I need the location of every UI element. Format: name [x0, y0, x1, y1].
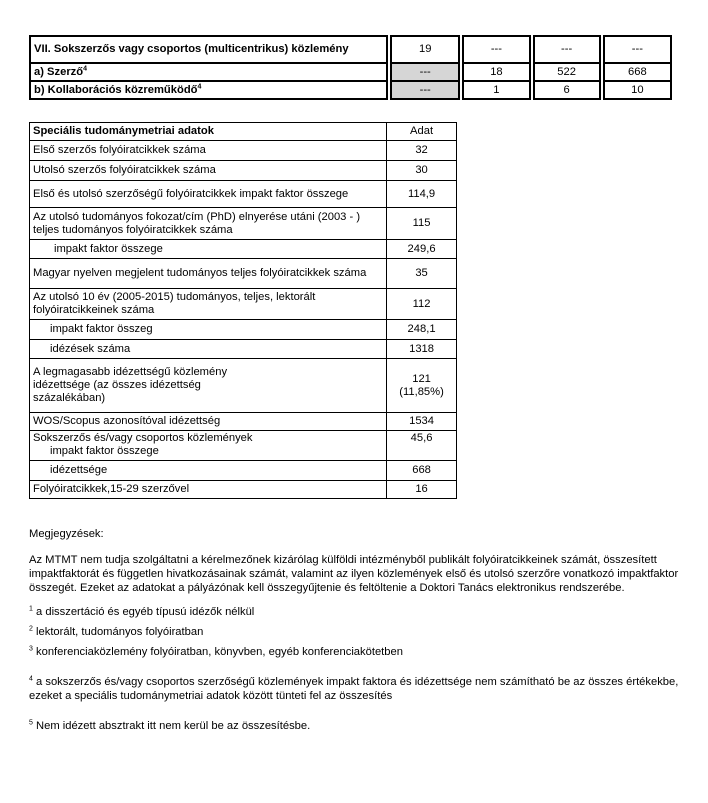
row-label: a) Szerző$^4$	[30, 63, 387, 81]
footnote: $^3$ konferenciaközlemény folyóiratban, könyvben, egyéb konferenciakötetben	[29, 645, 403, 658]
table-cell: 6	[534, 81, 600, 99]
table-row	[30, 161, 457, 181]
table-cell: ---	[604, 36, 671, 63]
notes-paragraph: Az MTMT nem tudja szolgáltatni a kérelmezőnek kizárólag külföldi intézményből publikált folyóiratcikkeinek számát, összesített impaktfaktorát és független hivatkozásainak számát, valamint az ilyen közlemények első és utolsó szerzőre vonatkozó impaktfaktor összegét. Ezeket az adatokat a pályázónak kell összegyűjtenie és feltöltenie a Doktori Tanács elektronikus rendszerébe.	[29, 554, 679, 594]
row-label: Sokszerzős és/vagy csoportos közlemények impakt faktor összege	[30, 431, 387, 461]
table-cell: ---	[391, 63, 459, 81]
table-row	[30, 340, 457, 359]
row-value: 1534	[387, 413, 457, 431]
row-label: Első szerzős folyóiratcikkek száma	[30, 141, 387, 161]
row-label: impakt faktor összege	[30, 240, 387, 259]
row-label: idézések száma	[30, 340, 387, 359]
header-label: Speciális tudománymetriai adatok	[30, 123, 387, 141]
row-value: 114,9	[387, 181, 457, 208]
row-label: Magyar nyelven megjelent tudományos teljes folyóiratcikkek száma	[30, 259, 387, 289]
table-cell: ---	[534, 36, 600, 63]
table-row	[30, 461, 457, 481]
footnote: $^1$ a disszertáció és egyéb típusú idézők nélkül	[29, 605, 255, 618]
row-value: 32	[387, 141, 457, 161]
multicentric-publications-table	[29, 35, 672, 100]
row-label: A legmagasabb idézettségű közlemény idézettsége (az összes idézettség százalékában)	[30, 359, 387, 413]
footnote: $^4$ a sokszerzős és/vagy csoportos szerzőségű közlemények impakt faktora és idézettsége nem számítható be az összes értékekbe, ezeket a speciális tudománymetriai adatok között tünteti fel az összesítés	[29, 675, 679, 702]
table-row	[30, 481, 457, 499]
row-value: 16	[387, 481, 457, 499]
row-value: 30	[387, 161, 457, 181]
table-row	[30, 63, 671, 81]
table-row	[30, 141, 457, 161]
row-value: 668	[387, 461, 457, 481]
table-cell: 18	[463, 63, 529, 81]
table-row	[30, 431, 457, 461]
row-label: Első és utolsó szerzőségű folyóiratcikkek impakt faktor összege	[30, 181, 387, 208]
table-cell: 10	[604, 81, 671, 99]
table-cell: 19	[391, 36, 459, 63]
table-header-row	[30, 123, 457, 141]
table-row	[30, 208, 457, 240]
table-row	[30, 259, 457, 289]
row-value: 249,6	[387, 240, 457, 259]
table-row	[30, 36, 671, 63]
table-row	[30, 359, 457, 413]
row-value: 248,1	[387, 320, 457, 340]
row-label: WOS/Scopus azonosítóval idézettség	[30, 413, 387, 431]
notes-heading: Megjegyzések:	[29, 528, 104, 540]
row-label: idézettsége	[30, 461, 387, 481]
footnote: $^2$ lektorált, tudományos folyóiratban	[29, 625, 204, 638]
table-row	[30, 320, 457, 340]
row-value: 121 (11,85%)	[387, 359, 457, 413]
footnote: $^5$ Nem idézett absztrakt itt nem kerül be az összesítésbe.	[29, 719, 311, 732]
table-row	[30, 81, 671, 99]
table-row	[30, 240, 457, 259]
row-label: Az utolsó tudományos fokozat/cím (PhD) elnyerése utáni (2003 - ) teljes tudományos folyóiratcikkek száma	[30, 208, 387, 240]
row-label: Az utolsó 10 év (2005-2015) tudományos, teljes, lektorált folyóiratcikkeinek száma	[30, 289, 387, 320]
table-cell: ---	[463, 36, 529, 63]
row-value: 112	[387, 289, 457, 320]
table-cell: ---	[391, 81, 459, 99]
scientometric-data-table	[29, 122, 457, 499]
table-cell: 1	[463, 81, 529, 99]
row-value: 115	[387, 208, 457, 240]
row-label: VII. Sokszerzős vagy csoportos (multicentrikus) közlemény	[30, 36, 387, 63]
row-value: 1318	[387, 340, 457, 359]
table-row	[30, 289, 457, 320]
table-row	[30, 181, 457, 208]
notes-section	[29, 527, 679, 733]
table-cell: 668	[604, 63, 671, 81]
table-cell: 522	[534, 63, 600, 81]
row-label: impakt faktor összeg	[30, 320, 387, 340]
header-value: Adat	[387, 123, 457, 141]
table-row	[30, 413, 457, 431]
row-label: b) Kollaborációs közreműködő$^4$	[30, 81, 387, 99]
row-value: 35	[387, 259, 457, 289]
row-value: 45,6	[387, 431, 457, 461]
row-label: Folyóiratcikkek,15-29 szerzővel	[30, 481, 387, 499]
row-label: Utolsó szerzős folyóiratcikkek száma	[30, 161, 387, 181]
